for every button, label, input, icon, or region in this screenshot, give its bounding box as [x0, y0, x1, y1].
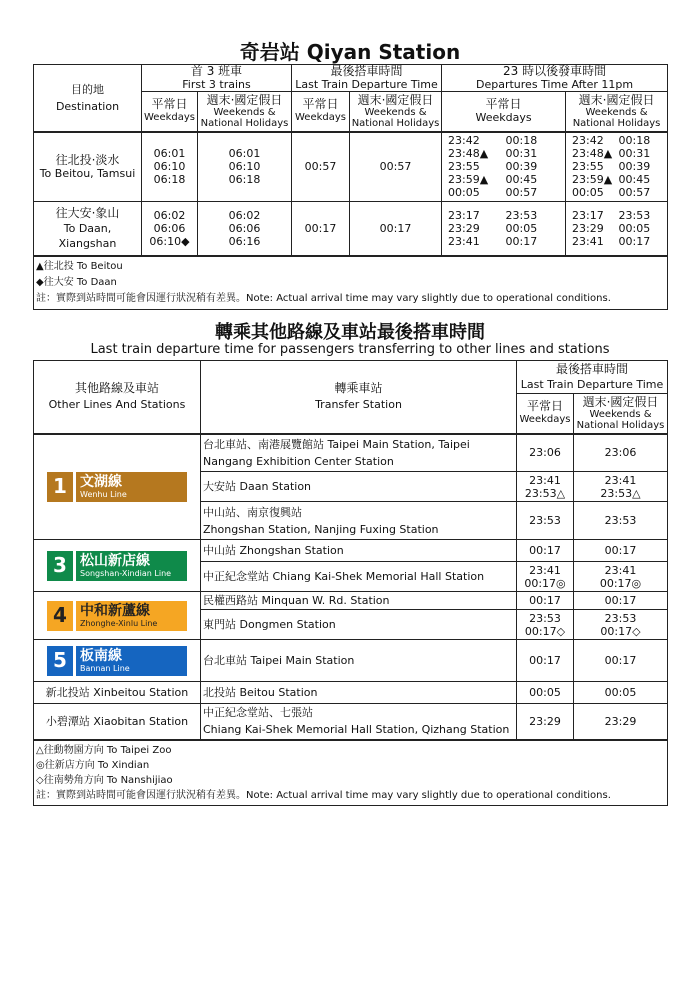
transfer-station: 東門站 Dongmen Station	[201, 610, 517, 640]
dest-zh: 往北投·淡水	[55, 152, 120, 167]
time: 23:53	[618, 208, 651, 222]
time: 06:06	[228, 221, 261, 235]
time: 23:42	[572, 134, 604, 148]
time: 00:17◎	[599, 576, 642, 590]
dest-zh: 往大安·象山	[55, 205, 120, 220]
station-line: 中山站、南京復興站	[203, 505, 302, 519]
time: 00:17	[618, 234, 651, 248]
note-zoo: △往動物園方向 To Taipei Zoo	[36, 744, 172, 756]
line-number: 4	[47, 601, 73, 631]
time: 23:17	[448, 208, 480, 222]
time: 23:59▲	[448, 173, 489, 187]
dest-beitou-tamsui	[34, 132, 142, 202]
we-time: 23:53	[574, 502, 668, 540]
we-en1: Weekends &	[585, 106, 648, 118]
time: 23:42	[448, 134, 480, 148]
last-we-cell: 00:17	[350, 202, 442, 256]
other-header-en: Other Lines And Stations	[48, 398, 186, 412]
time: 23:29	[448, 221, 480, 235]
time: 00:39	[618, 160, 651, 174]
line-name-en: Wenhu Line	[80, 489, 127, 499]
time: 23:29	[572, 221, 604, 235]
we-time: 00:17	[574, 592, 668, 610]
line-badge-zhonghe	[47, 601, 187, 631]
time: 23:55	[448, 160, 480, 174]
station-line: Nangang Exhibition Center Station	[203, 454, 394, 468]
dest-en: Xiangshan	[58, 236, 117, 250]
time: 00:17◎	[524, 576, 566, 590]
line-name-zh: 中和新蘆線	[80, 602, 150, 619]
last-header-zh: 最後搭車時間	[556, 362, 629, 376]
dest-daan-xiangshan	[34, 202, 142, 256]
last-weekdays-header	[292, 92, 350, 132]
line-wenhu	[34, 434, 201, 540]
wd-zh: 平常日	[151, 97, 188, 112]
first-wd-cell	[142, 132, 198, 202]
line-number: 5	[47, 646, 73, 676]
time: 00:39	[505, 160, 538, 174]
line-name	[73, 472, 187, 502]
after-wd-cell	[442, 202, 566, 256]
we-time: 00:17	[574, 540, 668, 562]
transfer-station-header	[201, 361, 517, 434]
we-time: 23:06	[574, 434, 668, 472]
line-number: 3	[47, 551, 73, 581]
departure-table	[33, 64, 668, 310]
time: 00:17◇	[524, 624, 566, 638]
wd-time: 00:17	[517, 540, 574, 562]
transfer-station	[201, 704, 517, 740]
line-number: 1	[47, 472, 73, 502]
time: 00:05	[448, 186, 480, 200]
note-nanshijiao: ◇往南勢角方向 To Nanshijiao	[36, 774, 173, 786]
we-zh: 週末·國定假日	[578, 92, 655, 107]
time: 23:53△	[524, 486, 566, 500]
transfer-title: 轉乘其他路線及車站最後搭車時間	[215, 322, 485, 343]
station-line: 台北車站、南港展覽館站 Taipei Main Station, Taipei	[203, 437, 470, 451]
we-zh: 週末·國定假日	[357, 92, 434, 107]
time: 06:18	[228, 173, 261, 187]
transfer-station: 中山站 Zhongshan Station	[201, 540, 517, 562]
we-time: 23:29	[574, 704, 668, 740]
dest-header-zh: 目的地	[71, 82, 104, 96]
we-time	[574, 562, 668, 592]
time: 23:41	[572, 234, 604, 248]
transfer-table	[33, 360, 668, 806]
last-header-zh: 最後搭車時間	[330, 64, 403, 78]
time: 23:41	[448, 234, 480, 248]
wd-header	[517, 394, 574, 434]
station-line: Chiang Kai-Shek Memorial Hall Station, Qizhang Station	[203, 723, 510, 737]
wd-time: 23:53	[517, 502, 574, 540]
wd-time	[517, 472, 574, 502]
last-departure-header	[517, 361, 668, 394]
after-we-cell	[566, 132, 668, 202]
transfer-station: 北投站 Beitou Station	[201, 682, 517, 704]
first-wd-cell	[142, 202, 198, 256]
time: 23:41	[604, 473, 637, 487]
line-zhonghe-xinlu	[34, 592, 201, 640]
time: 23:41	[604, 563, 637, 577]
time: 06:10	[153, 160, 186, 174]
wd-time: 00:17	[517, 640, 574, 682]
station-line: Zhongshan Station, Nanjing Fuxing Station	[203, 522, 439, 536]
first-trains-header	[142, 65, 292, 92]
wd-time: 00:17	[517, 592, 574, 610]
after-11pm-header	[442, 65, 668, 92]
time: 00:17	[505, 234, 538, 248]
we-zh: 週末·國定假日	[206, 92, 283, 107]
wd-zh: 平常日	[485, 97, 522, 112]
last-header-en: Last Train Departure Time	[295, 78, 438, 91]
line-name	[73, 646, 187, 676]
last-wd-cell: 00:57	[292, 132, 350, 202]
dest-header-en: Destination	[55, 99, 120, 113]
line-badge-bannan	[47, 646, 187, 676]
time: 23:53	[529, 611, 561, 625]
station-title: 奇岩站 Qiyan Station	[239, 40, 461, 64]
we-zh: 週末·國定假日	[582, 394, 659, 409]
time: 06:18	[153, 173, 186, 187]
note-beitou: ▲往北投 To Beitou	[36, 260, 123, 272]
time: 23:53	[505, 208, 538, 222]
wd-en: Weekdays	[475, 111, 532, 125]
transfer-header-zh: 轉乘車站	[334, 381, 383, 396]
we-time: 00:17	[574, 640, 668, 682]
wd-time	[517, 610, 574, 640]
we-en2: National Holidays	[351, 117, 440, 129]
time: 00:31	[618, 147, 651, 161]
time: 06:01	[153, 147, 186, 161]
line-badge-wenhu	[47, 472, 187, 502]
time: 00:05	[505, 221, 538, 235]
we-en2: National Holidays	[572, 117, 661, 129]
other-header-zh: 其他路線及車站	[74, 381, 159, 396]
time: 23:53△	[600, 486, 641, 500]
time: 23:17	[572, 208, 604, 222]
time: 23:48▲	[572, 147, 613, 161]
after-weekends-header	[566, 92, 668, 132]
time: 06:10	[228, 160, 261, 174]
line-name-zh: 松山新店線	[80, 552, 150, 569]
other-station: 小碧潭站 Xiaobitan Station	[34, 704, 201, 740]
line-name-en: Zhonghe-Xinlu Line	[80, 618, 158, 628]
wd-time: 23:06	[517, 434, 574, 472]
other-lines-header	[34, 361, 201, 434]
wd-en: Weekdays	[295, 112, 347, 124]
time: 00:45	[505, 173, 538, 187]
transfer-station: 大安站 Daan Station	[201, 472, 517, 502]
transfer-station: 中正紀念堂站 Chiang Kai-Shek Memorial Hall Station	[201, 562, 517, 592]
line-songshan-xindian	[34, 540, 201, 592]
first-weekdays-header	[142, 92, 198, 132]
wd-zh: 平常日	[526, 399, 563, 414]
we-en2: National Holidays	[576, 419, 665, 431]
we-header	[574, 394, 668, 434]
dest-en: To Beitou, Tamsui	[39, 166, 136, 180]
wd-en: Weekdays	[143, 112, 195, 124]
after-we-cell	[566, 202, 668, 256]
dest-header	[34, 65, 142, 132]
note-disclaimer: 註：實際到站時間可能會因運行狀況稍有差異。Note: Actual arrival time may vary slightly due to operational conditions.	[36, 292, 611, 304]
after-header-zh: 23 時以後發車時間	[502, 64, 607, 78]
first-we-cell	[198, 202, 292, 256]
line-name	[73, 551, 187, 581]
station-line: 中正紀念堂站、七張站	[203, 706, 313, 720]
first-we-cell	[198, 132, 292, 202]
time: 23:59▲	[572, 173, 613, 187]
first-header-en: First 3 trains	[182, 78, 251, 91]
after-header-en: Departures Time After 11pm	[476, 78, 634, 91]
we-en1: Weekends &	[364, 106, 427, 118]
time: 00:18	[618, 134, 651, 148]
wd-time: 23:29	[517, 704, 574, 740]
transfer-station: 台北車站 Taipei Main Station	[201, 640, 517, 682]
time: 00:17◇	[600, 624, 641, 638]
other-station: 新北投站 Xinbeitou Station	[34, 682, 201, 704]
note-daan: ◆往大安 To Daan	[36, 276, 117, 288]
line-badge-songshan	[47, 551, 187, 581]
time: 06:06	[153, 221, 186, 235]
first-header-zh: 首 3 班車	[190, 64, 243, 78]
time: 06:01	[228, 147, 261, 161]
time: 00:57	[505, 186, 538, 200]
last-wd-cell: 00:17	[292, 202, 350, 256]
we-time	[574, 472, 668, 502]
transfer-subtitle: Last train departure time for passengers transferring to other lines and stations	[90, 342, 610, 357]
time: 06:02	[153, 208, 186, 222]
time: 06:16	[228, 234, 261, 248]
transfer-header-en: Transfer Station	[315, 398, 402, 412]
time: 23:48▲	[448, 147, 489, 161]
wd-zh: 平常日	[302, 97, 339, 112]
after-weekdays-header	[442, 92, 566, 132]
time: 00:31	[505, 147, 538, 161]
time: 00:05	[572, 186, 604, 200]
wd-time: 00:05	[517, 682, 574, 704]
time: 23:53	[604, 611, 637, 625]
transfer-station	[201, 502, 517, 540]
dest-en: To Daan,	[63, 221, 112, 235]
wd-en: Weekdays	[519, 414, 571, 426]
transfer-station: 民權西路站 Minquan W. Rd. Station	[201, 592, 517, 610]
line-name	[73, 601, 187, 631]
first-weekends-header	[198, 92, 292, 132]
table1-notes	[34, 256, 668, 310]
line-bannan	[34, 640, 201, 682]
last-header-en: Last Train Departure Time	[520, 378, 664, 391]
note-disclaimer: 註：實際到站時間可能會因運行狀況稍有差異。Note: Actual arrival time may vary slightly due to operational conditions.	[36, 789, 611, 801]
time: 00:05	[618, 221, 651, 235]
time: 23:41	[529, 563, 561, 577]
time: 00:57	[618, 186, 651, 200]
we-time: 00:05	[574, 682, 668, 704]
line-name-zh: 文湖線	[80, 473, 122, 490]
time: 00:45	[618, 173, 651, 187]
last-we-cell: 00:57	[350, 132, 442, 202]
time: 00:18	[505, 134, 538, 148]
after-wd-cell	[442, 132, 566, 202]
time: 23:55	[572, 160, 604, 174]
last-weekends-header	[350, 92, 442, 132]
transfer-station	[201, 434, 517, 472]
we-en2: National Holidays	[200, 117, 289, 129]
time: 06:02	[228, 208, 261, 222]
we-time	[574, 610, 668, 640]
we-en1: Weekends &	[589, 408, 652, 420]
we-en1: Weekends &	[213, 106, 276, 118]
table2-notes	[34, 740, 668, 806]
time: 23:41	[529, 473, 561, 487]
time: 06:10◆	[149, 234, 190, 248]
note-xindian: ◎往新店方向 To Xindian	[36, 759, 150, 771]
line-name-en: Bannan Line	[80, 663, 130, 673]
line-name-zh: 板南線	[80, 647, 122, 664]
line-name-en: Songshan-Xindian Line	[80, 568, 172, 578]
last-train-header	[292, 65, 442, 92]
wd-time	[517, 562, 574, 592]
